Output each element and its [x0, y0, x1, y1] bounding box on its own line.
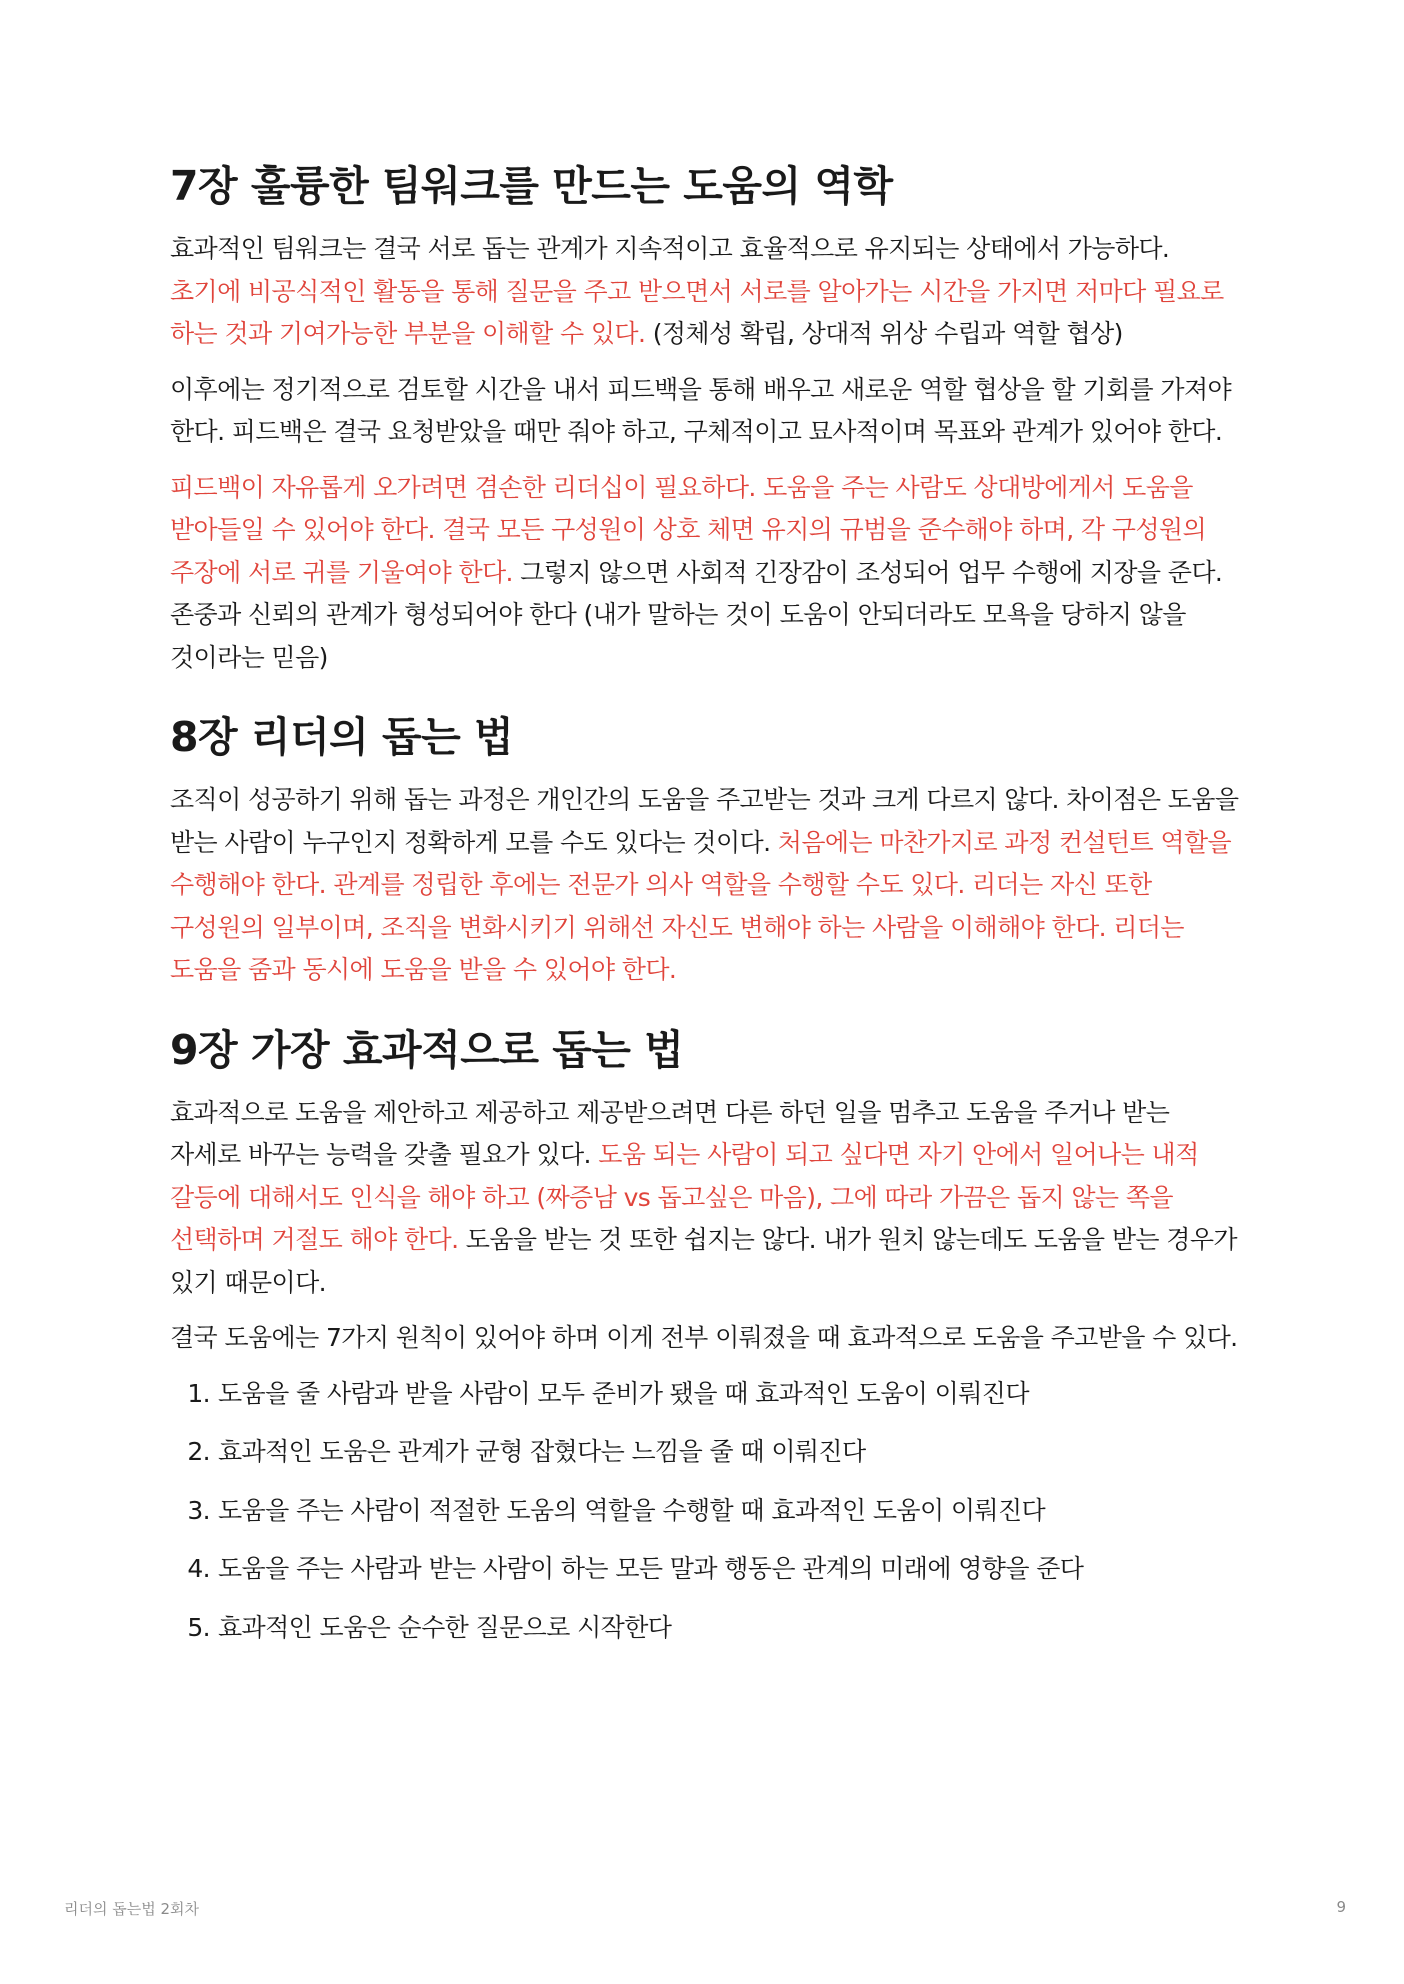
list-text: 도움을 주는 사람과 받는 사람이 하는 모든 말과 행동은 관계의 미래에 영향을 준다	[218, 1554, 1084, 1583]
list-number: 4.	[187, 1554, 210, 1583]
list-text: 도움을 주는 사람이 적절한 도움의 역할을 수행할 때 효과적인 도움이 이뤄진다	[218, 1495, 1046, 1525]
footer-page-number: 9	[1336, 1898, 1346, 1916]
list-text: 도움을 줄 사람과 받을 사람이 모두 준비가 됐을 때 효과적인 도움이 이뤄진다	[218, 1378, 1029, 1408]
list-item	[170, 1607, 1240, 1650]
text-run: 결국 도움에는 7가지 원칙이 있어야 하며 이게 전부 이뤄졌을 때 효과적으로 도움을 주고받을 수 있다.	[170, 1323, 1238, 1352]
paragraph	[170, 228, 1240, 356]
section-heading: 7장 훌륭한 팀워크를 만드는 도움의 역학	[170, 162, 893, 210]
text-run: 효과적으로 도움을 제안하고 제공하고 제공받으려면 다른 하던 일을 멈추고 도움을 주거나 받는 자세로 바꾸는 능력을 갖출 필요가 있다.	[170, 1097, 1170, 1169]
paragraph	[170, 467, 1240, 680]
list-text: 효과적인 도움은 관계가 균형 잡혔다는 느낌을 줄 때 이뤄진다	[218, 1437, 866, 1466]
list-text: 효과적인 도움은 순수한 질문으로 시작한다	[218, 1612, 672, 1642]
highlighted-text-run: 처음에는 마찬가지로 과정 컨설턴트 역할을 수행해야 한다. 관계를 정립한 후에는 전문가 의사 역할을 수행할 수도 있다. 리더는 자신 또한 구성원의 일부이며, 조직을 변화시키기 위해선 자신도 변해야 하는 사람을 이해해야 한다. 리더는 도움을 줌과 동시에 도움을 받을 수 있어야 한다.	[170, 827, 1232, 984]
text-run: (정체성 확립, 상대적 위상 수립과 역할 협상)	[645, 319, 1123, 348]
section-chapter-7	[170, 158, 1240, 679]
list-number: 1.	[187, 1378, 210, 1408]
paragraph	[170, 1317, 1240, 1360]
highlighted-text-run: 도움 되는 사람이 되고 싶다면 자기 안에서 일어나는 내적 갈등에 대해서도 인식을 해야 하고 (짜증남 vs 돕고싶은 마음), 그에 따라 가끔은 돕지 않는 쪽을 선택하며 거절도 해야 한다.	[170, 1140, 1199, 1254]
paragraph	[170, 369, 1240, 454]
text-run: 조직이 성공하기 위해 돕는 과정은 개인간의 도움을 주고받는 것과 크게 다르지 않다. 차이점은 도움을 받는 사람이 누구인지 정확하게 모를 수도 있다는 것이다.	[170, 785, 1239, 857]
section-heading: 8장 리더의 돕는 법	[170, 713, 514, 761]
text-run: 이후에는 정기적으로 검토할 시간을 내서 피드백을 통해 배우고 새로운 역할 협상을 할 기회를 가져야 한다. 피드백은 결국 요청받았을 때만 줘야 하고, 구체적이고 묘사적이며 목표와 관계가 있어야 한다.	[170, 374, 1232, 446]
section-chapter-8	[170, 709, 1240, 992]
list-number: 3.	[187, 1495, 210, 1525]
list-item	[170, 1490, 1240, 1533]
text-run: 도움을 받는 것 또한 쉽지는 않다. 내가 원치 않는데도 도움을 받는 경우가 있기 때문이다.	[170, 1225, 1237, 1297]
list-item	[170, 1373, 1240, 1416]
section-chapter-9	[170, 1022, 1240, 1650]
highlighted-text-run: 피드백이 자유롭게 오가려면 겸손한 리더십이 필요하다. 도움을 주는 사람도 상대방에게서 도움을 받아들일 수 있어야 한다. 결국 모든 구성원이 상호 체면 유지의 규범을 준수해야 하며, 각 구성원의 주장에 서로 귀를 기울여야 한다.	[170, 472, 1207, 587]
list-number: 5.	[187, 1612, 210, 1642]
text-run: 효과적인 팀워크는 결국 서로 돕는 관계가 지속적이고 효율적으로 유지되는 상태에서 가능하다.	[170, 234, 1170, 263]
list-number: 2.	[187, 1437, 210, 1466]
text-run: 그렇지 않으면 사회적 긴장감이 조성되어 업무 수행에 지장을 준다. 존중과 신뢰의 관계가 형성되어야 한다 (내가 말하는 것이 도움이 안되더라도 모욕을 당하지 않을 것이라는 믿음)	[170, 557, 1223, 672]
paragraph	[170, 1092, 1240, 1305]
principles-list	[170, 1373, 1240, 1650]
document-body	[170, 158, 1240, 1665]
highlighted-text-run: 초기에 비공식적인 활동을 통해 질문을 주고 받으면서 서로를 알아가는 시간을 가지면 저마다 필요로 하는 것과 기여가능한 부분을 이해할 수 있다.	[170, 276, 1224, 348]
list-item	[170, 1431, 1240, 1474]
paragraph	[170, 779, 1240, 992]
footer-document-title: 리더의 돕는법 2회차	[64, 1900, 200, 1918]
section-heading: 9장 가장 효과적으로 돕는 법	[170, 1025, 684, 1074]
list-item	[170, 1548, 1240, 1591]
